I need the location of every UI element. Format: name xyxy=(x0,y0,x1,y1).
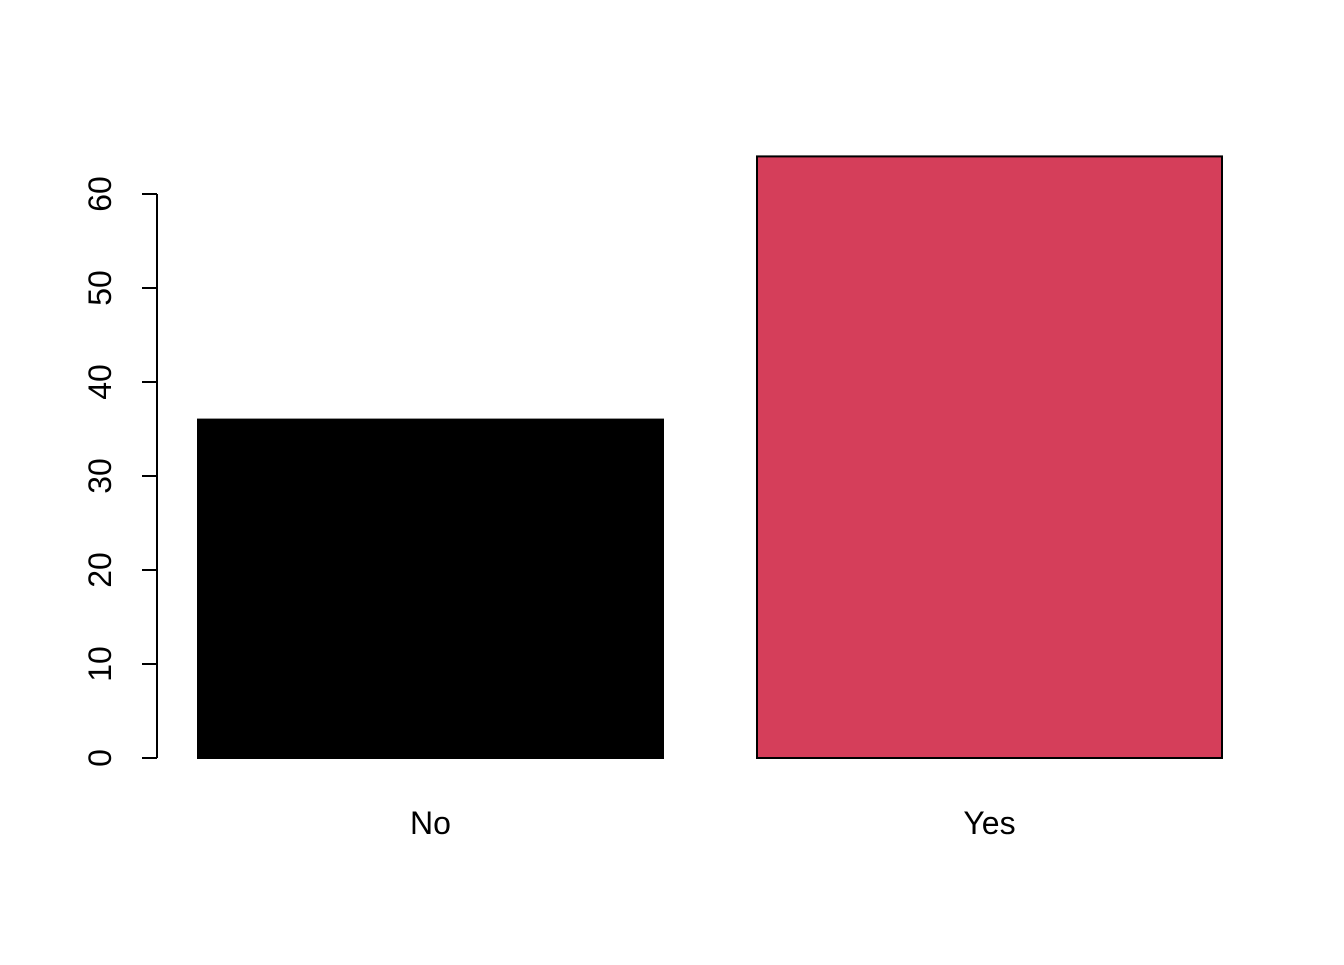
y-tick-label-20: 20 xyxy=(82,552,118,588)
y-tick-label-40: 40 xyxy=(82,364,118,400)
bars-group xyxy=(198,156,1222,758)
bar-no xyxy=(198,420,663,758)
y-tick-label-60: 60 xyxy=(82,176,118,212)
x-tick-label-no: No xyxy=(410,805,451,841)
y-tick-label-0: 0 xyxy=(82,749,118,767)
bar-yes xyxy=(757,156,1222,758)
y-tick-label-30: 30 xyxy=(82,458,118,494)
y-tick-label-10: 10 xyxy=(82,646,118,682)
y-axis xyxy=(82,176,157,767)
x-tick-label-yes: Yes xyxy=(963,805,1016,841)
x-axis-labels xyxy=(410,805,1016,841)
y-tick-label-50: 50 xyxy=(82,270,118,306)
